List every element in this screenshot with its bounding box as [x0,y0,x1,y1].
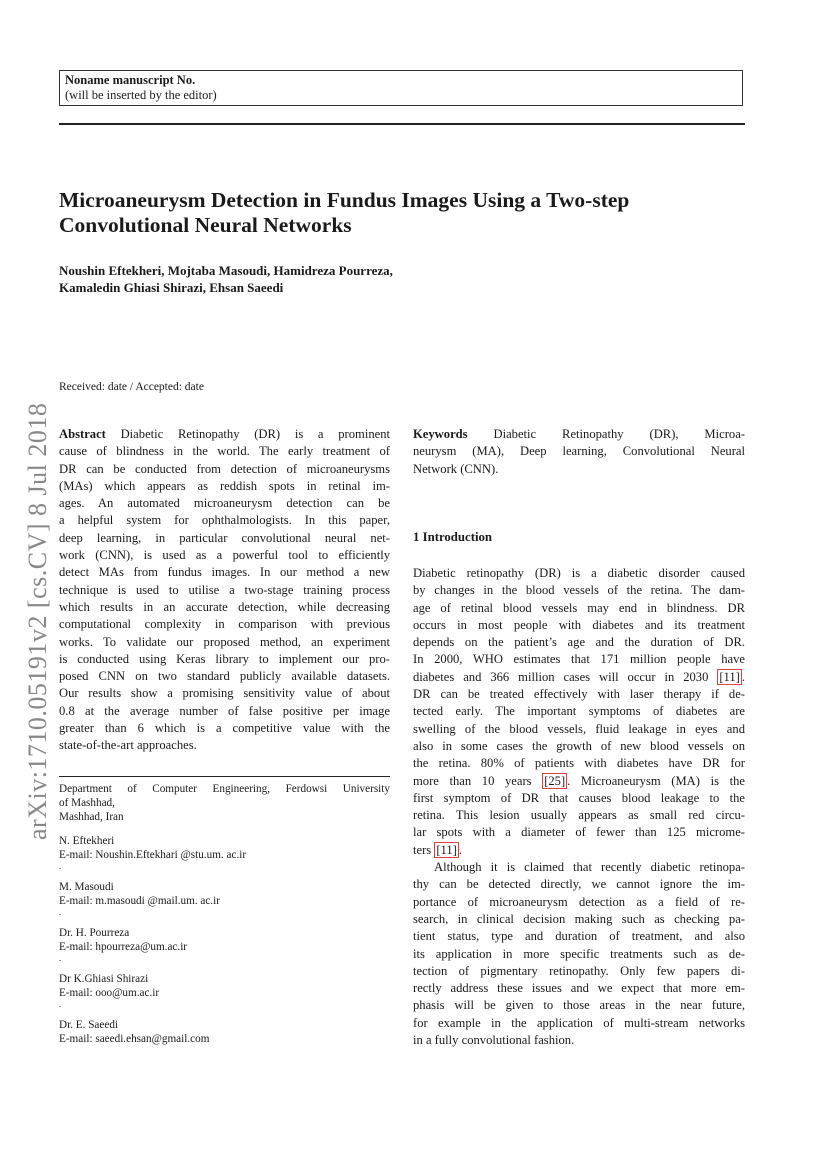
intro-line: its application in more specific treatments such as de- [413,946,745,961]
abstract-line: posed CNN on two standard publicly available datasets. [59,669,390,684]
author-line: Kamaledin Ghiasi Shirazi, Ehsan Saeedi [59,280,284,295]
affiliation-line: Department of Computer Engineering, Ferdowsi University [59,783,390,795]
abstract-line: Abstract Diabetic Retinopathy (DR) is a prominent [59,427,390,441]
contact-name: M. Masoudi [59,881,114,893]
abstract-line: (MAs) which appears as reddish spots in retinal im- [59,478,390,493]
spacer [59,870,390,880]
contact-name: Dr. E. Saeedi [59,1019,119,1031]
abstract-line: which results in an accurate detection, while decreasing [59,599,390,614]
intro-line: In 2000, WHO estimates that 171 million people have [413,652,745,667]
intro-line: rectly address these issues and we expect that more em- [413,981,745,996]
intro-line: in a fully convolutional fashion. [413,1033,575,1048]
intro-line: DR can be treated effectively with laser therapy if de- [413,687,745,702]
intro-line: lar spots with a diameter of fewer than 125 microme- [413,825,745,840]
contact-separator: . [59,953,62,963]
intro-line: occurs in most people with diabetes and its treatment [413,617,745,632]
intro-line: retina. This lesion usually appears as small red circu- [413,808,745,823]
intro-line: swelling of the blood vessels, fluid leakage in eyes and [413,721,745,736]
intro-line: Although it is claimed that recently diabetic retinopa- [434,860,745,875]
contact-email: E-mail: ooo@um.ac.ir [59,987,160,999]
intro-line: the retina. 80% of patients with diabetes have DR for [413,756,745,771]
contact-separator: . [59,861,62,871]
contact-email: E-mail: saeedi.ehsan@gmail.com [59,1033,210,1045]
contact-name: N. Eftekheri [59,835,115,847]
abstract-line: a helpful system for ophthalmologists. In this paper, [59,513,390,528]
abstract-line: cause of blindness in the world. The early treatment of [59,444,390,459]
contact-separator: . [59,907,62,917]
abstract-line: technique is used to utilise a two-stage training process [59,582,390,597]
keywords-line: neurysm (MA), Deep learning, Convolutional Neural [413,444,745,459]
abstract-line: computational complexity in comparison with previous [59,617,390,632]
spacer [59,916,390,926]
abstract-line: detect MAs from fundus images. In our method a new [59,565,390,580]
manuscript-box [59,70,743,106]
abstract-line: DR can be conducted from detection of microaneurysms [59,461,390,476]
manuscript-number: Noname manuscript No. [65,73,196,87]
intro-line: phasis will be given to those areas in the near future, [413,998,745,1013]
intro-line: tection of pigmentary retinopathy. Only few papers di- [413,963,745,978]
intro-line: portance of microaneurysm detection as a field of re- [413,894,745,909]
paper-title [59,188,759,238]
intro-line: Diabetic retinopathy (DR) is a diabetic disorder caused [413,566,745,580]
intro-line: age of retinal blood vessels may end in blindness. DR [413,600,745,615]
intro-line: tected early. The important symptoms of diabetes are [413,704,745,719]
introduction-body [413,565,745,1049]
affiliation-line: of Mashhad, [59,797,115,809]
intro-line: tient status, type and duration of treatment, and also [413,929,745,944]
keywords-heading: Keywords [413,427,468,441]
intro-line: by changes in the blood vessels of the retina. The dam- [413,583,745,598]
intro-line: first symptom of DR that causes blood leakage to the [413,790,745,805]
contact-email: E-mail: hpourreza@um.ac.ir [59,941,188,953]
arxiv-stamp: arXiv:1710.05191v2 [cs.CV] 8 Jul 2018 [23,402,52,840]
abstract-line: deep learning, in particular convolutional neural net- [59,530,390,545]
affiliation [59,782,390,1046]
abstract-line: is conducted using Keras library to implement our pro- [59,651,390,666]
keywords [413,426,745,478]
spacer [59,824,390,834]
spacer [59,962,390,972]
manuscript-note: (will be inserted by the editor) [65,88,217,102]
keywords-line: Network (CNN). [413,461,499,476]
citation-link[interactable]: [11] [436,842,457,857]
intro-line: search, in clinical decision making such as checking pa- [413,911,745,926]
abstract-heading: Abstract [59,427,106,441]
spacer [59,1008,390,1018]
contact-email: E-mail: m.masoudi @mail.um. ac.ir [59,895,220,907]
title-line: Convolutional Neural Networks [59,213,352,237]
header-rule [59,123,745,125]
keywords-line: Keywords Diabetic Retinopathy (DR), Microa- [413,427,745,441]
contact-name: Dr K.Ghiasi Shirazi [59,973,149,985]
intro-line: depends on the patient’s age and the duration of DR. [413,635,745,650]
abstract-line: works. To validate our proposed method, an experiment [59,634,390,649]
intro-line: also in some cases the growth of new blood vessels on [413,738,745,753]
footnote-rule [59,776,390,777]
received-date: Received: date / Accepted: date [59,381,204,393]
contact-email: E-mail: Noushin.Eftekhari @stu.um. ac.ir [59,849,247,861]
abstract-line: Our results show a promising sensitivity value of about [59,686,390,701]
contact-name: Dr. H. Pourreza [59,927,130,939]
citation-link[interactable]: [25] [544,773,566,788]
author-line: Noushin Eftekheri, Mojtaba Masoudi, Hamidreza Pourreza, [59,263,393,278]
title-line: Microaneurysm Detection in Fundus Images Using a Two-step [59,188,630,212]
abstract-line: greater than 6 which is a competitive value with the [59,721,390,736]
abstract-line: ages. An automated microaneurysm detection can be [59,496,390,511]
intro-line: diabetes and 366 million cases will occur in 2030 [11] . [413,669,745,684]
intro-line: more than 10 years [25] . Microaneurysm (MA) is the [413,773,745,788]
contact-separator: . [59,999,62,1009]
abstract [59,426,390,755]
author-list [59,262,759,296]
affiliation-line: Mashhad, Iran [59,811,124,823]
abstract-line: state-of-the-art approaches. [59,738,197,753]
citation-link[interactable]: [11] [719,669,740,684]
abstract-line: work (CNN), is used as a powerful tool to efficiently [59,548,390,563]
abstract-line: 0.8 at the average number of false positive per image [59,703,390,718]
intro-line: for example in the application of multi-stream networks [413,1015,745,1030]
intro-line: thy can be detected directly, we cannot ignore the im- [413,877,745,892]
section-heading-introduction: 1 Introduction [413,530,493,544]
intro-line: ters [11] . [413,842,463,857]
